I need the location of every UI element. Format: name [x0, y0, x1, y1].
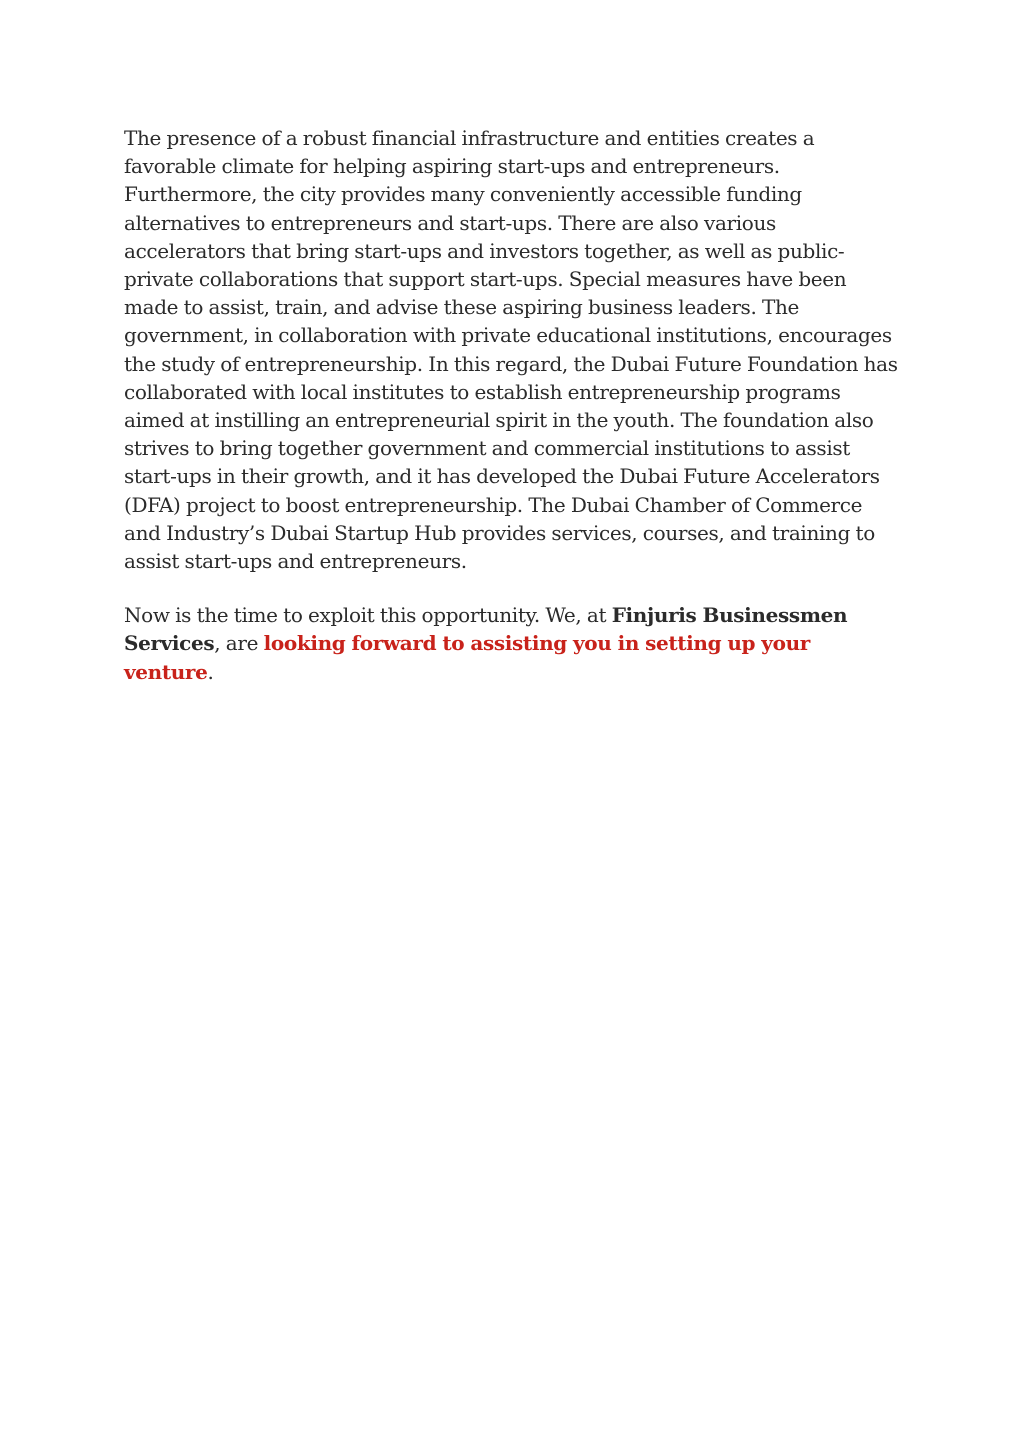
company-name: Finjuris Businessmen Services	[124, 603, 848, 656]
cta-highlight-text: looking forward to assisting you in setting up your venture	[124, 631, 810, 684]
paragraph-call-to-action	[124, 601, 900, 686]
cta-middle-text: , are	[214, 631, 264, 656]
cta-end-text: .	[207, 659, 214, 684]
paragraph-intro: The presence of a robust financial infrastructure and entities creates a favorable climate for helping aspiring start-ups and entrepreneurs. Furthermore, the city provides many conveniently accessible funding alternatives to entrepreneurs and start-ups. There are also various accelerators that bring start-ups and investors together, as well as public-private collaborations that support start-ups. Special measures have been made to assist, train, and advise these aspiring business leaders. The government, in collaboration with private educational institutions, encourages the study of entrepreneurship. In this regard, the Dubai Future Foundation has collaborated with local institutes to establish entrepreneurship programs aimed at instilling an entrepreneurial spirit in the youth. The foundation also strives to bring together government and commercial institutions to assist start-ups in their growth, and it has developed the Dubai Future Accelerators (DFA) project to boost entrepreneurship. The Dubai Chamber of Commerce and Industry’s Dubai Startup Hub provides services, courses, and training to assist start-ups and entrepreneurs.	[124, 126, 898, 574]
document-body	[124, 124, 900, 712]
cta-intro-text: Now is the time to exploit this opportunity. We, at	[124, 603, 612, 628]
